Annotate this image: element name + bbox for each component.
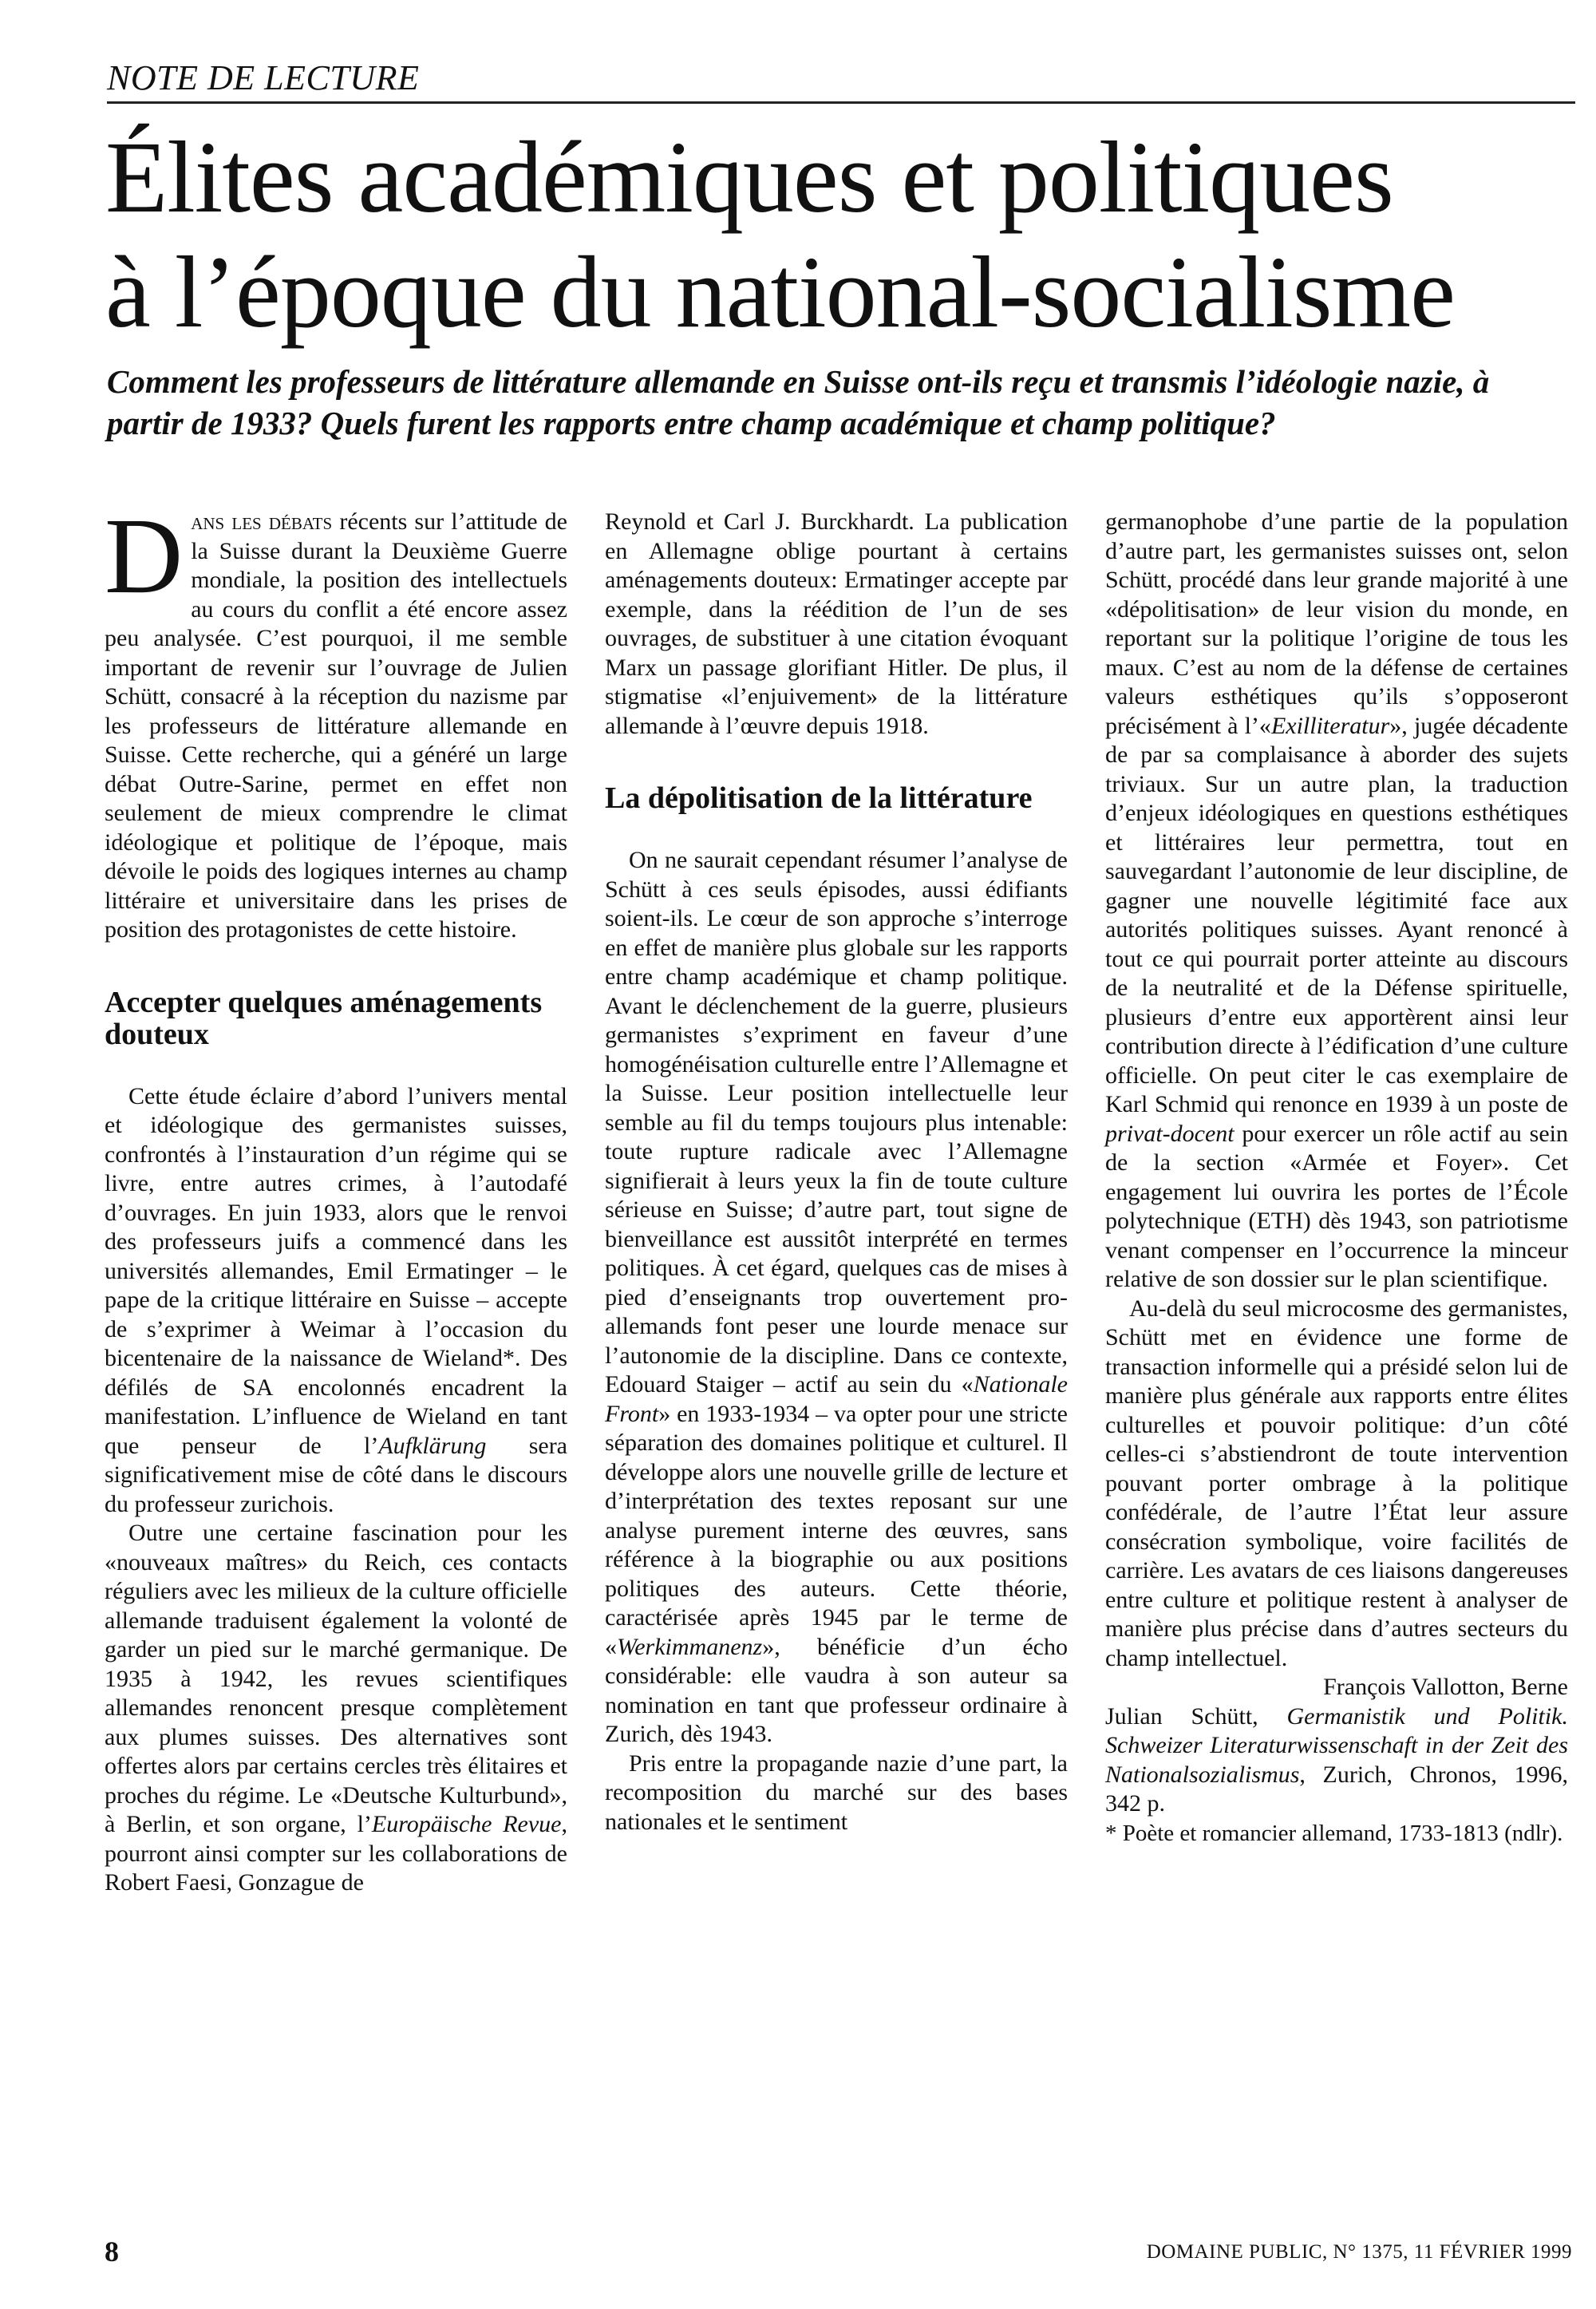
paragraph-intro <box>105 496 567 945</box>
paragraph: Pris entre la propagande nazie d’une part, la recomposition du marché sur des bases nationales et le sentiment <box>605 1750 1068 1835</box>
author-signature: François Vallotton, Berne <box>1323 1674 1568 1700</box>
book-publisher: , Zurich, Chronos, 1996, 342 p. <box>1105 1761 1568 1817</box>
paragraph <box>1105 508 1568 1295</box>
article-subtitle: Comment les professeurs de littérature allemande en Suisse ont-ils reçu et transmis l’idéologie nazie, à partir de 1933? Quels furent les rapports entre champ académique et champ politique? <box>107 363 1490 441</box>
column-2 <box>605 508 1068 1837</box>
title-line-2: à l’époque du national-socialisme <box>105 235 1455 349</box>
footnote: * Poète et romancier allemand, 1733-1813 (ndlr). <box>1105 1820 1563 1846</box>
page-number: 8 <box>105 2236 119 2267</box>
book-author: Julian Schütt, <box>1105 1702 1287 1730</box>
paragraph: Au-delà du seul microcosme des germanistes, Schütt met en évidence une forme de transaction informelle qui a présidé selon lui de manière plus générale aux rapports entre élites culturelles et pouvoir politique: d’un côté celles-ci s’abstiendront de toute intervention pouvant porter ombrage à la politique confédérale, de l’autre l’État leur assure consécration symbolique, voire facilités de carrière. Les avatars de ces liaisons dangereuses entre culture et politique restent à analyser de manière plus précise dans d’autres secteurs du champ intellectuel. <box>1105 1295 1568 1671</box>
text-run: » en 1933-1934 – va opter pour une stricte séparation des domaines politique et culturel. Il développe alors une nouvelle grille de lecture et d’interprétation des textes reposant sur une analyse purement interne des œuvres, sans référence à la biographie ou aux positions politiques des auteurs. Cette théorie, caractérisée après 1945 par le terme de « <box>605 1400 1068 1660</box>
italic-term: Europäische Revue <box>371 1811 562 1837</box>
text-run: », jugée décadente de par sa complaisance à aborder des sujets triviaux. Sur un autre plan, la traduction d’enjeux idéologiques en questions esthétiques et littéraires leur permettra, tout en sauvegardant l’autonomie de leur discipline, de gagner une nouvelle légitimité face aux autorités politiques suisses. Ayant renoncé à tout ce qui pourrait porter atteinte au discours de la neutralité et de la Défense spirituelle, plusieurs d’entre eux apportèrent ainsi leur contribution directe à l’édification d’une culture officielle. On peut citer le cas exemplaire de Karl Schmid qui renonce en 1939 à un poste de <box>1105 712 1568 1117</box>
italic-term: Werkimmanenz <box>617 1633 763 1660</box>
paragraph <box>105 1519 567 1898</box>
text-run: », bénéficie d’un écho considérable: elle vaudra à son auteur sa nomination en tant que professeur ordinaire à Zurich, dès 1943. <box>605 1633 1068 1747</box>
intro-text: récents sur l’attitude de la Suisse durant la Deuxième Guerre mondiale, la position des intellectuels au cours du conflit a été encore assez peu analysée. C’est pourquoi, il me semble important de revenir sur l’ouvrage de Julien Schütt, consacré à la réception du nazisme par les professeurs de littérature allemande en Suisse. Cette recherche, qui a généré un large débat Outre-Sarine, permet en effet non seulement de mieux comprendre le climat idéologique et politique de l’époque, mais dévoile le poids des logiques internes au champ littéraire et universitaire dans les prises de position des protagonistes de cette histoire. <box>105 508 567 943</box>
drop-cap: D <box>105 496 184 616</box>
text-run: pour exercer un rôle actif au sein de la section «Armée et Foyer». Cet engagement lui ouvrira les portes de l’École polytechnique (ETH) dès 1943, son patriotisme venant compenser en l’occurrence la minceur relative de son dossier sur le plan scientifique. <box>1105 1120 1568 1292</box>
text-run: Outre une certaine fascination pour les «nouveaux maîtres» du Reich, ces contacts réguliers avec les milieux de la culture officielle allemande traduisent également la volonté de garder un pied sur le marché germanique. De 1935 à 1942, les revues scientifiques allemandes renoncent presque complètement aux plumes suisses. Des alternatives sont offertes alors par certains cercles très élitaires et proches du régime. Le «Deutsche Kulturbund», à Berlin, et son organe, l’ <box>105 1520 567 1837</box>
subheading-amenagements: Accepter quelques aménagements douteux <box>105 985 543 1051</box>
column-1 <box>105 496 567 1898</box>
title-line-1: Élites académiques et politiques <box>105 121 1393 234</box>
text-run: Cette étude éclaire d’abord l’univers mental et idéologique des germanistes suisses, confrontés à l’instauration d’un régime qui se livre, entre autres crimes, à l’autodafé d’ouvrages. En juin 1933, alors que le renvoi des professeurs juifs a commencé dans les universités allemandes, Emil Ermatinger – le pape de la critique littéraire en Suisse – accepte de s’exprimer à Weimar à l’occasion du bicentenaire de la naissance de Wieland*. Des défilés de SA encolonnés encadrent la manifestation. L’influence de Wieland en tant que penseur de l’ <box>105 1082 567 1459</box>
intro-smallcaps: ans les débats <box>191 508 333 535</box>
column-3 <box>1105 508 1568 1848</box>
text-run: sera significativement mise de côté dans le discours du professeur zurichois. <box>105 1432 567 1517</box>
text-run: , pourront ainsi compter sur les collaborations de Robert Faesi, Gonzague de <box>105 1811 567 1896</box>
publication-info: DOMAINE PUBLIC, N° 1375, 11 FÉVRIER 1999 <box>1146 2241 1572 2263</box>
article-title <box>105 120 1582 350</box>
book-reference <box>1105 1702 1568 1819</box>
italic-term: Nationale Front <box>605 1371 1068 1427</box>
text-run: germanophobe d’une partie de la population d’autre part, les germanistes suisses ont, selon Schütt, procédé dans leur grande majorité à une «dépolitisation» de leur vision du monde, en reportant sur la politique l’origine de tous les maux. C’est au nom de la défense de certaines valeurs esthétiques qu’ils s’opposeront précisément à l’« <box>1105 508 1568 739</box>
paragraph: Reynold et Carl J. Burckhardt. La publication en Allemagne oblige pourtant à certains aménagements douteux: Ermatinger accepte par exemple, dans la réédition de l’un de ses ouvrages, de substituer à une citation évoquant Marx un passage glorifiant Hitler. De plus, il stigmatise «l’enjuivement» de la littérature allemande à l’œuvre depuis 1918. <box>605 508 1068 739</box>
paragraph <box>105 1082 567 1520</box>
subheading-depolitisation: La dépolitisation de la littérature <box>605 781 1033 815</box>
book-title: Germanistik und Politik. Schweizer Literaturwissenschaft in der Zeit des Nationalsozialismus <box>1105 1702 1568 1788</box>
text-run: On ne saurait cependant résumer l’analyse de Schütt à ces seuls épisodes, aussi édifiants soient-ils. Le cœur de son approche s’interroge en effet de manière plus globale sur les rapports entre champ académique et champ politique. Avant le déclenchement de la guerre, plusieurs germanistes s’expriment en faveur d’une homogénéisation culturelle entre l’Allemagne et la Suisse. Leur position intellectuelle leur semble au fil du temps toujours plus intenable: toute rupture radicale avec l’Allemagne signifierait à leurs yeux la fin de toute culture sérieuse en Suisse; d’autre part, tout signe de bienveillance est aussitôt interprété en termes politiques. À cet égard, quelques cas de mises à pied d’enseignants trop ouvertement pro-allemands font peser une lourde menace sur l’autonomie de la discipline. Dans ce contexte, Edouard Staiger – actif au sein du « <box>605 847 1068 1398</box>
italic-term: privat-docent <box>1105 1120 1235 1147</box>
section-rubric: NOTE DE LECTURE <box>107 57 1575 104</box>
italic-term: Exilliteratur <box>1270 712 1390 739</box>
italic-term: Aufklärung <box>378 1432 487 1459</box>
paragraph <box>605 846 1068 1750</box>
